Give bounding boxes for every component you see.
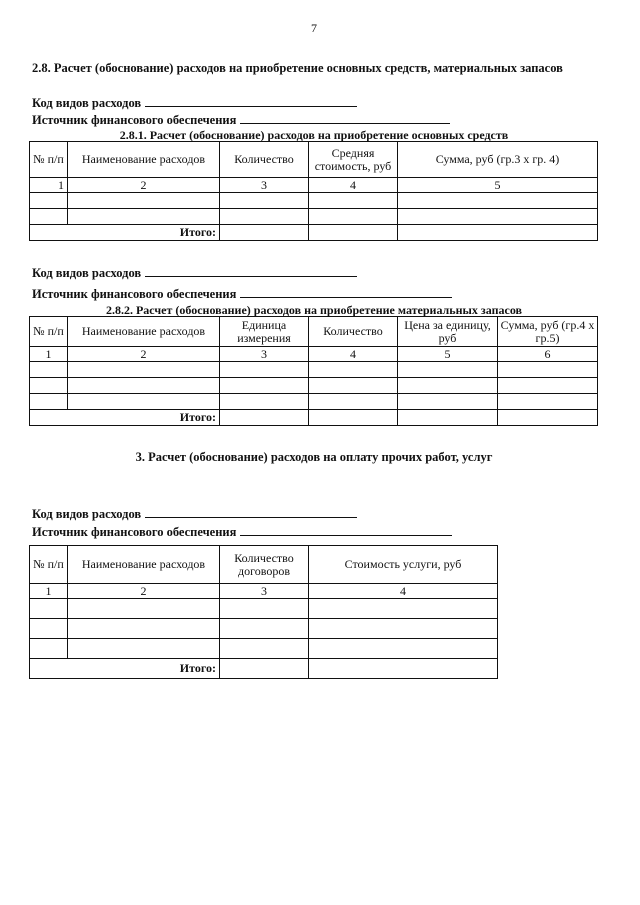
- col-number: 5: [398, 178, 598, 193]
- funding-source-line: [32, 524, 452, 540]
- table-row: [30, 599, 498, 619]
- subsection-2-8-1-title: 2.8.1. Расчет (обоснование) расходов на приобретение основных средств: [119, 128, 509, 142]
- col-number: 3: [220, 584, 309, 599]
- total-row: [30, 410, 598, 426]
- col-header: Количество: [309, 317, 398, 347]
- funding-source-blank: [240, 112, 450, 124]
- col-header: Наименование расходов: [68, 317, 220, 347]
- column-number-row: [30, 584, 498, 599]
- table-header-row: [30, 546, 498, 584]
- col-header: Средняя стоимость, руб: [309, 142, 398, 178]
- table-row: [30, 362, 598, 378]
- col-number: 4: [309, 347, 398, 362]
- fixed-assets-table: [29, 141, 598, 241]
- col-header: № п/п: [30, 142, 68, 178]
- funding-source-blank: [240, 286, 452, 298]
- table-row: [30, 394, 598, 410]
- column-number-row: [30, 347, 598, 362]
- total-label: Итого:: [30, 225, 220, 241]
- col-header: Сумма, руб (гр.4 х гр.5): [498, 317, 598, 347]
- expense-code-line: [32, 265, 357, 281]
- funding-source-label: Источник финансового обеспечения: [32, 525, 237, 539]
- page-number: 7: [311, 21, 317, 35]
- expense-code-label: Код видов расходов: [32, 507, 142, 521]
- col-header: Наименование расходов: [68, 142, 220, 178]
- col-header: Количество: [220, 142, 309, 178]
- table-row: [30, 639, 498, 659]
- funding-source-blank: [240, 524, 452, 536]
- total-row: [30, 225, 598, 241]
- subsection-2-8-2-title: 2.8.2. Расчет (обоснование) расходов на приобретение материальных запасов: [105, 303, 523, 317]
- expense-code-blank: [145, 265, 357, 277]
- expense-code-label: Код видов расходов: [32, 266, 142, 280]
- column-number-row: [30, 178, 598, 193]
- col-number: 3: [220, 178, 309, 193]
- col-header: Стоимость услуги, руб: [309, 546, 498, 584]
- table-header-row: [30, 142, 598, 178]
- funding-source-line: [32, 286, 452, 302]
- col-number: 2: [68, 584, 220, 599]
- col-header: Цена за единицу, руб: [398, 317, 498, 347]
- col-header: Наименование расходов: [68, 546, 220, 584]
- col-number: 4: [309, 584, 498, 599]
- col-number: 2: [68, 347, 220, 362]
- col-header: Сумма, руб (гр.3 х гр. 4): [398, 142, 598, 178]
- col-number: 5: [398, 347, 498, 362]
- col-number: 6: [498, 347, 598, 362]
- col-number: 1: [30, 347, 68, 362]
- col-header: № п/п: [30, 317, 68, 347]
- total-row: [30, 659, 498, 679]
- col-header: № п/п: [30, 546, 68, 584]
- services-table: [29, 545, 498, 679]
- col-number: 4: [309, 178, 398, 193]
- table-row: [30, 209, 598, 225]
- table-row: [30, 619, 498, 639]
- col-number: 2: [68, 178, 220, 193]
- total-label: Итого:: [30, 410, 220, 426]
- funding-source-label: Источник финансового обеспечения: [32, 113, 237, 127]
- expense-code-label: Код видов расходов: [32, 96, 142, 110]
- expense-code-line: [32, 506, 357, 522]
- expense-code-blank: [145, 506, 357, 518]
- expense-code-blank: [145, 95, 357, 107]
- col-number: 1: [30, 178, 68, 193]
- section-2-8-title: 2.8. Расчет (обоснование) расходов на приобретение основных средств, материальных запасов: [32, 61, 563, 75]
- table-header-row: [30, 317, 598, 347]
- funding-source-line: [32, 112, 450, 128]
- col-header: Единица измерения: [220, 317, 309, 347]
- total-label: Итого:: [30, 659, 220, 679]
- col-header: Количество договоров: [220, 546, 309, 584]
- materials-table: [29, 316, 598, 426]
- section-3-title: 3. Расчет (обоснование) расходов на оплату прочих работ, услуг: [135, 450, 493, 464]
- table-row: [30, 193, 598, 209]
- expense-code-line: [32, 95, 357, 111]
- col-number: 3: [220, 347, 309, 362]
- funding-source-label: Источник финансового обеспечения: [32, 287, 237, 301]
- col-number: 1: [30, 584, 68, 599]
- table-row: [30, 378, 598, 394]
